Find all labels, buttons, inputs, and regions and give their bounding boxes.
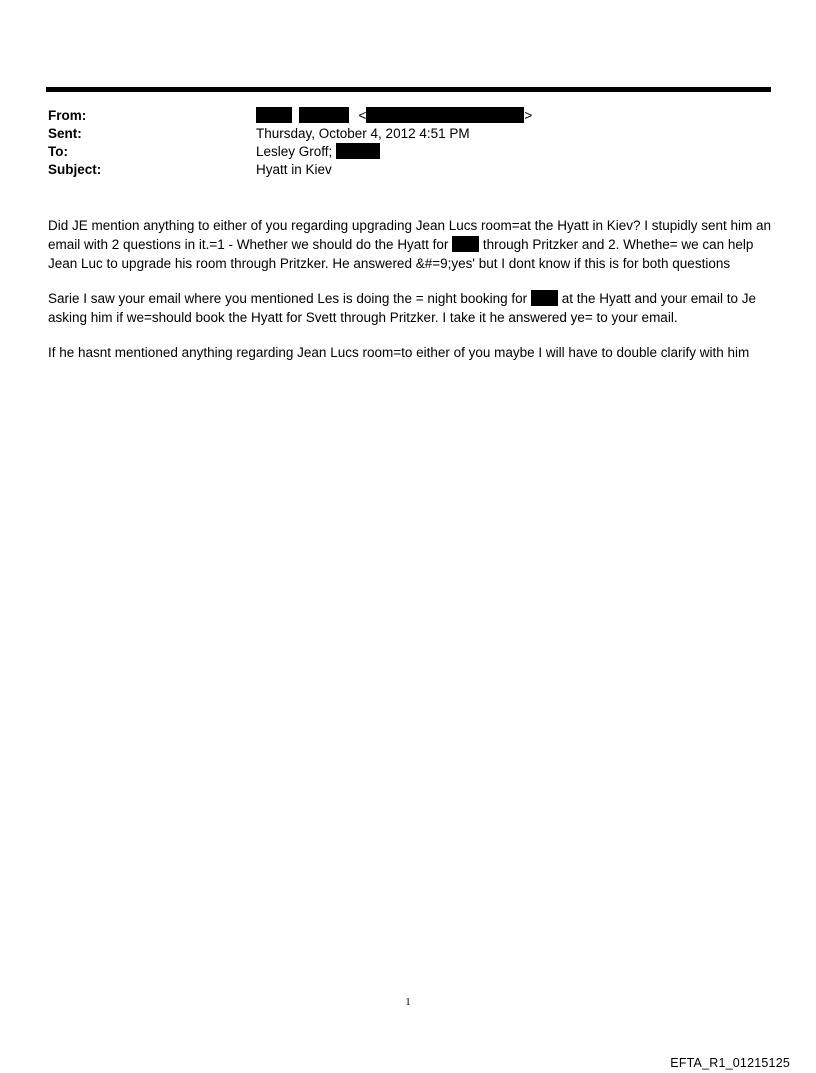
redaction-box [366,107,524,123]
from-label: From: [48,108,87,123]
to-row [48,143,768,161]
subject-label: Subject: [48,162,102,177]
from-open-bracket: < [358,108,367,123]
from-value [256,107,532,125]
sent-value: Thursday, October 4, 2012 4:51 PM [256,126,470,141]
to-label: To: [48,144,68,159]
body-text: at the Hyatt and your email to Je asking him if we=should book the Hyatt for Svett through Pritzker. I take it he answered ye= to your email. [48,291,757,325]
email-header [48,107,768,179]
from-row [48,107,768,125]
body-text: If he hasnt mentioned anything regarding Jean Lucs room=to either of you maybe I will have to double clarify with him [48,345,750,360]
body-paragraph [48,343,776,362]
sent-label: Sent: [48,126,82,141]
body-paragraph [48,216,776,273]
redaction-box [299,107,349,123]
to-recipient: Lesley Groff; [256,144,333,159]
redaction-box [336,143,380,159]
subject-row [48,161,768,179]
redaction-box [256,107,292,123]
email-body [48,216,776,378]
from-close-bracket: > [524,108,533,123]
to-value [256,143,380,161]
body-text: Did JE mention anything to either of you regarding upgrading Jean Lucs room=at the Hyatt in Kiev? I stupidly sent him an email with 2 questions in it.=1 - Whether we should do the Hyatt for [48,218,772,252]
sent-row [48,125,768,143]
redaction-box [531,290,558,306]
document-id: EFTA_R1_01215125 [670,1056,790,1070]
subject-value: Hyatt in Kiev [256,162,332,177]
body-paragraph [48,289,776,327]
body-text: Sarie I saw your email where you mentioned Les is doing the = night booking for [48,291,528,306]
redaction-box [452,236,479,252]
body-text: through Pritzker and 2. Whethe= we can help Jean Luc to upgrade his room through Pritzker. He answered &#=9;yes' but I dont know if this is for both questions [48,237,754,271]
header-divider [46,87,771,92]
page-number: 1 [405,996,411,1008]
